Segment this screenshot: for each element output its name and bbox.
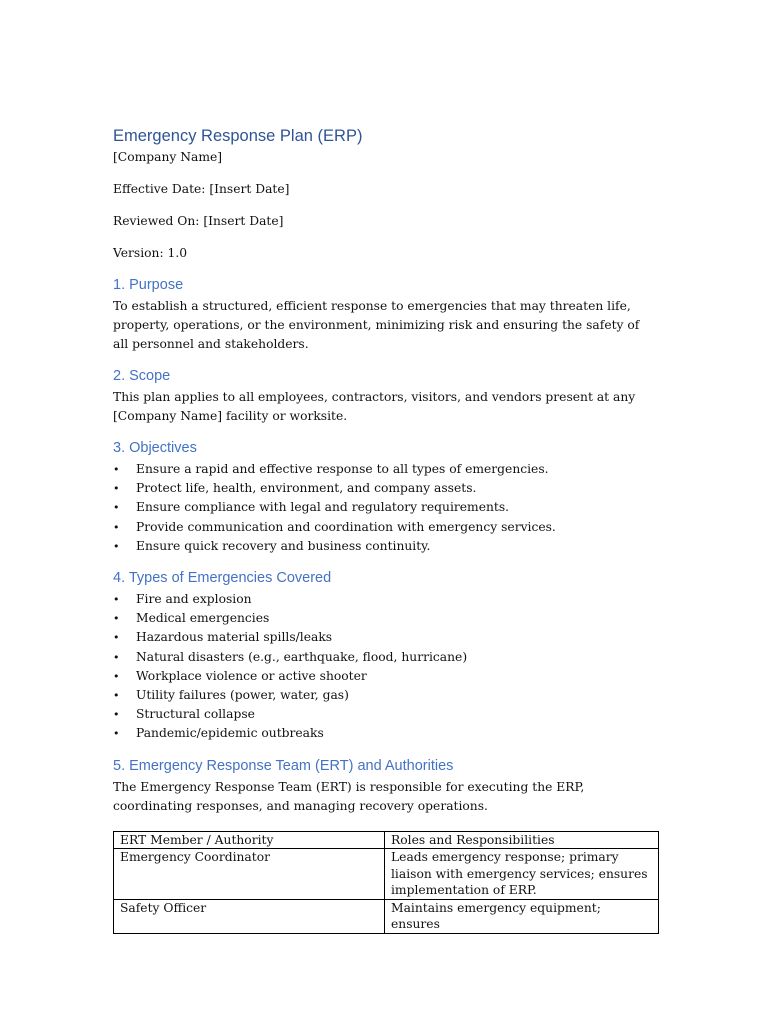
bullet-icon: • [113, 482, 120, 496]
list-item [113, 518, 658, 537]
list-item-text: Ensure a rapid and effective response to all types of emergencies. [136, 462, 549, 476]
list-item [113, 648, 658, 667]
scope-text: This plan applies to all employees, contractors, visitors, and vendors present at any [Company Name] facility or worksite. [113, 390, 636, 423]
bullet-icon: • [113, 631, 120, 645]
table-header-cell: Roles and Responsibilities [385, 831, 659, 849]
list-item [113, 686, 658, 705]
bullet-icon: • [113, 708, 120, 722]
list-item [113, 705, 658, 724]
purpose-text: To establish a structured, efficient response to emergencies that may threaten life, property, operations, or the environment, minimizing risk and ensuring the safety of all personnel and stakeholders. [113, 299, 640, 351]
purpose-heading: 1. Purpose [113, 277, 184, 293]
list-item-text: Ensure compliance with legal and regulatory requirements. [136, 500, 510, 515]
bullet-icon: • [113, 669, 120, 683]
objectives-list [113, 460, 658, 556]
bullet-icon: • [113, 727, 120, 741]
scope-heading: 2. Scope [113, 368, 171, 384]
list-item [113, 498, 658, 517]
bullet-icon: • [113, 612, 120, 626]
emergency-types-list [113, 590, 658, 744]
bullet-icon: • [113, 689, 120, 703]
table-row [114, 899, 659, 933]
bullet-icon: • [113, 463, 120, 476]
ert-heading: 5. Emergency Response Team (ERT) and Authorities [113, 757, 454, 774]
ert-table [113, 831, 659, 934]
list-item [113, 667, 658, 686]
document-body [113, 125, 658, 934]
bullet-icon: • [113, 593, 120, 607]
table-cell: Emergency Coordinator [114, 849, 385, 900]
ert-text: The Emergency Response Team (ERT) is responsible for executing the ERP, coordinating responses, and managing recovery operations. [113, 779, 585, 813]
list-item [113, 609, 658, 628]
company-name: [Company Name] [113, 150, 223, 164]
bullet-icon: • [113, 520, 120, 534]
table-cell: Leads emergency response; primary liaison with emergency services; ensures implementation of ERP. [385, 849, 659, 900]
table-cell: Maintains emergency equipment; ensures [385, 899, 659, 933]
objectives-heading: 3. Objectives [113, 440, 197, 456]
list-item-text: Provide communication and coordination with emergency services. [136, 519, 556, 534]
list-item [113, 590, 658, 609]
table-header-row [114, 831, 659, 849]
bullet-icon: • [113, 539, 120, 553]
document-title: Emergency Response Plan (ERP) [113, 127, 363, 145]
bullet-icon: • [113, 501, 120, 515]
bullet-icon: • [113, 650, 120, 664]
effective-date: Effective Date: [Insert Date] [113, 182, 290, 196]
version: Version: 1.0 [113, 246, 188, 260]
table-cell: Safety Officer [114, 899, 385, 933]
list-item-text: Hazardous material spills/leaks [136, 630, 333, 645]
list-item-text: Protect life, health, environment, and company assets. [136, 481, 477, 496]
list-item-text: Utility failures (power, water, gas) [136, 688, 349, 703]
list-item [113, 724, 658, 743]
list-item-text: Ensure quick recovery and business continuity. [136, 538, 431, 553]
types-heading: 4. Types of Emergencies Covered [113, 570, 332, 587]
list-item-text: Workplace violence or active shooter [136, 668, 367, 683]
reviewed-on: Reviewed On: [Insert Date] [113, 214, 284, 228]
list-item-text: Medical emergencies [136, 611, 270, 626]
list-item-text: Fire and explosion [136, 592, 252, 607]
list-item-text: Natural disasters (e.g., earthquake, flood, hurricane) [136, 649, 468, 664]
table-row [114, 849, 659, 900]
list-item [113, 460, 658, 479]
list-item [113, 537, 658, 556]
table-header-cell: ERT Member / Authority [114, 831, 385, 849]
list-item [113, 628, 658, 647]
list-item-text: Structural collapse [136, 707, 255, 722]
list-item-text: Pandemic/epidemic outbreaks [136, 726, 324, 741]
list-item [113, 479, 658, 498]
